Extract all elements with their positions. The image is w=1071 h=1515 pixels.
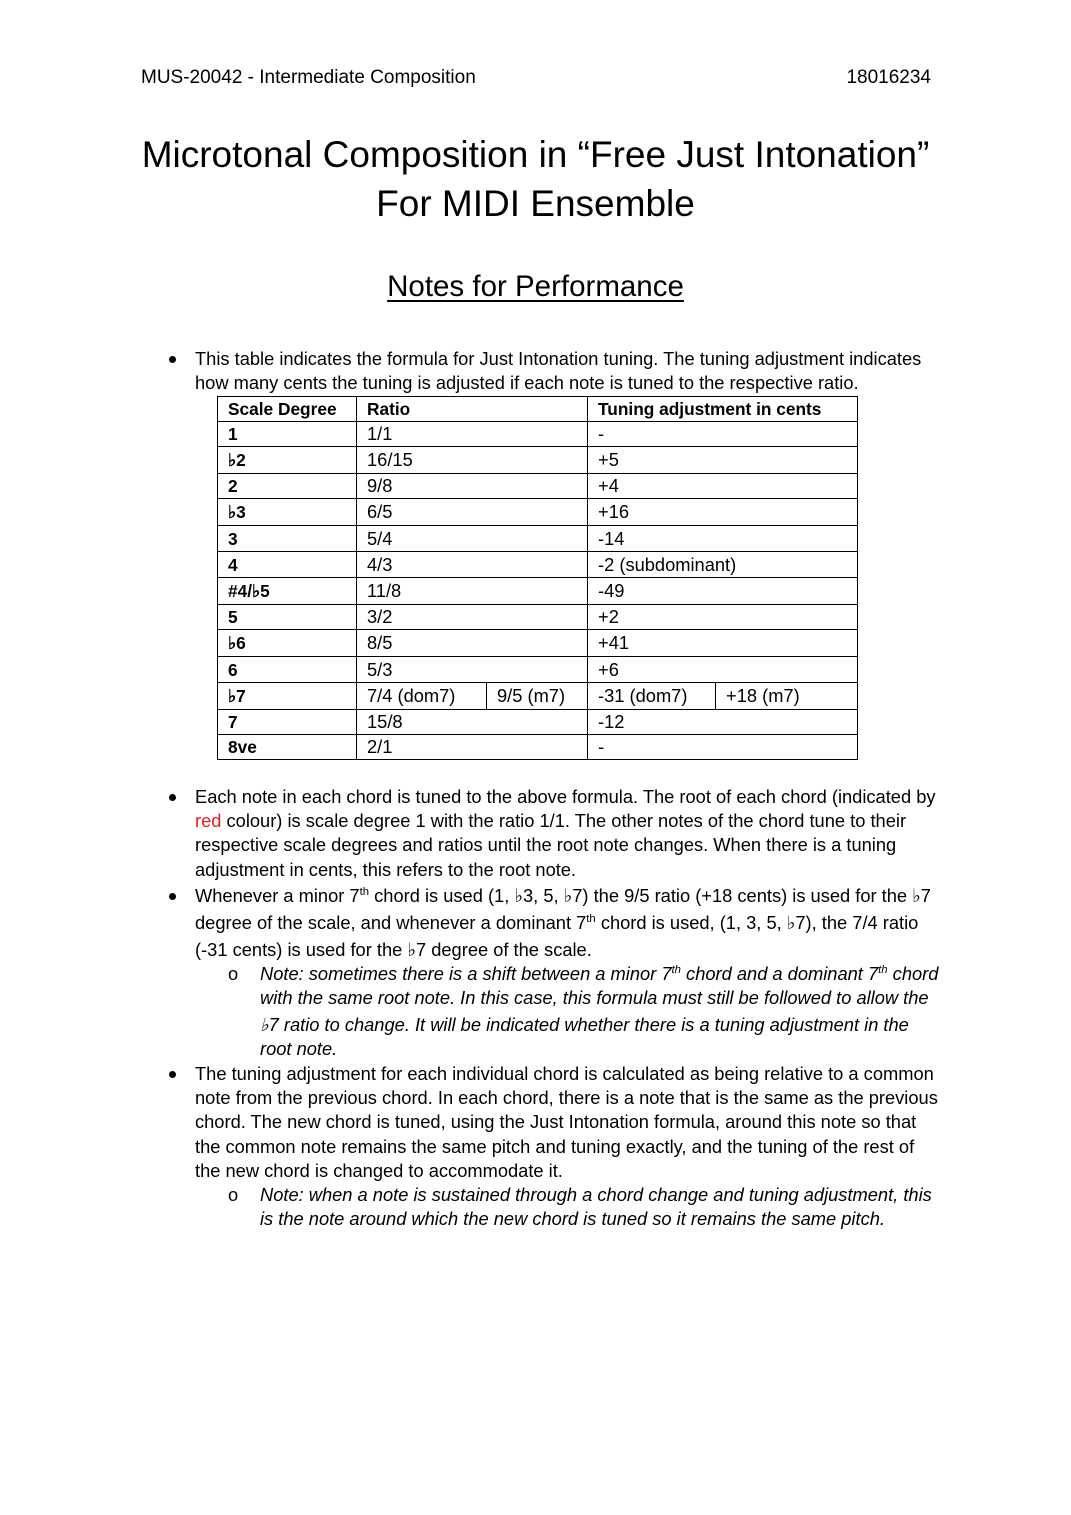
table-header-row xyxy=(218,397,858,422)
cell-degree: 7 xyxy=(218,710,357,735)
bullet3-text: chord is used (1, ♭3, 5, ♭7) the 9/5 ratio (+18 cents) is used for the ♭7 xyxy=(369,885,931,906)
bullet-icon xyxy=(169,356,176,363)
bullet3-line xyxy=(195,911,918,935)
superscript: th xyxy=(671,964,681,977)
cell-ratio: 15/8 xyxy=(357,710,588,735)
note1-line xyxy=(260,962,938,986)
note2-line: is the note around which the new chord is tuned so it remains the same pitch. xyxy=(260,1208,885,1229)
bullet3-text: degree of the scale, and whenever a dominant 7 xyxy=(195,912,587,933)
cell-ratio: 1/1 xyxy=(357,422,588,447)
header-scale-degree: Scale Degree xyxy=(218,397,357,422)
note1-line: root note. xyxy=(260,1038,338,1059)
table-row xyxy=(218,499,858,526)
header-ratio: Ratio xyxy=(357,397,588,422)
cell-ratio: 5/3 xyxy=(357,657,588,683)
table-row xyxy=(218,474,858,499)
cell-cents: - xyxy=(588,422,858,447)
table-row xyxy=(218,526,858,552)
bullet3-line: (-31 cents) is used for the ♭7 degree of the scale. xyxy=(195,939,592,960)
cell-ratio: 2/1 xyxy=(357,735,588,760)
cell-cents: -12 xyxy=(588,710,858,735)
bullet4-line: The tuning adjustment for each individual chord is calculated as being relative to a common xyxy=(195,1063,934,1084)
sub-bullet-marker: o xyxy=(228,963,239,984)
cell-ratio: 6/5 xyxy=(357,499,588,526)
table-row xyxy=(218,605,858,630)
cell-degree: ♭2 xyxy=(218,447,357,474)
tuning-table xyxy=(217,396,858,760)
cell-degree: ♭6 xyxy=(218,630,357,657)
table-row xyxy=(218,630,858,657)
cell-degree: 6 xyxy=(218,657,357,683)
bullet-icon xyxy=(169,794,176,801)
cell-ratio: 9/8 xyxy=(357,474,588,499)
cell-degree: #4/♭5 xyxy=(218,578,357,605)
cell-cents: +16 xyxy=(588,499,858,526)
bullet2-line: respective scale degrees and ratios until the root note changes. When there is a tuning xyxy=(195,834,897,855)
bullet4-line: note from the previous chord. In each chord, there is a note that is the same as the previous xyxy=(195,1087,938,1108)
cell-cents: -14 xyxy=(588,526,858,552)
bullet4-line: chord. The new chord is tuned, using the Just Intonation formula, around this note so that xyxy=(195,1111,917,1132)
cell-degree: 4 xyxy=(218,552,357,578)
cell-degree: 1 xyxy=(218,422,357,447)
superscript: th xyxy=(359,886,370,899)
note2-line: Note: when a note is sustained through a chord change and tuning adjustment, this xyxy=(260,1184,932,1205)
cell-ratio: 3/2 xyxy=(357,605,588,630)
cell-cents-m7: +18 (m7) xyxy=(716,683,858,710)
sub-bullet-marker: o xyxy=(228,1184,239,1205)
cell-cents: +41 xyxy=(588,630,858,657)
cell-cents: +4 xyxy=(588,474,858,499)
bullet1-line: how many cents the tuning is adjusted if each note is tuned to the respective ratio. xyxy=(195,372,859,393)
bullet2-line: adjustment in cents, this refers to the root note. xyxy=(195,859,577,880)
header-tuning-adjustment: Tuning adjustment in cents xyxy=(588,397,858,422)
table-row xyxy=(218,657,858,683)
bullet4-line: the new chord is changed to accommodate it. xyxy=(195,1160,563,1181)
note1-text: chord xyxy=(887,963,939,984)
table-row xyxy=(218,422,858,447)
cell-cents: +2 xyxy=(588,605,858,630)
table-row xyxy=(218,710,858,735)
cell-degree: ♭3 xyxy=(218,499,357,526)
bullet3-line xyxy=(195,884,931,908)
table-row xyxy=(218,683,858,710)
bullet3-text: chord is used, (1, 3, 5, ♭7), the 7/4 ratio xyxy=(595,912,919,933)
bullet2-line xyxy=(195,809,906,833)
table-row xyxy=(218,735,858,760)
table-row xyxy=(218,552,858,578)
note1-line: ♭7 ratio to change. It will be indicated whether there is a tuning adjustment in the xyxy=(260,1014,909,1035)
note1-text: chord and a dominant 7 xyxy=(680,963,879,984)
cell-ratio: 4/3 xyxy=(357,552,588,578)
cell-cents: -49 xyxy=(588,578,858,605)
red-highlight-text: red xyxy=(195,810,222,831)
superscript: th xyxy=(878,964,888,977)
cell-ratio: 5/4 xyxy=(357,526,588,552)
cell-ratio: 11/8 xyxy=(357,578,588,605)
cell-cents: -2 (subdominant) xyxy=(588,552,858,578)
cell-ratio-dom7: 7/4 (dom7) xyxy=(357,683,487,710)
cell-degree: ♭7 xyxy=(218,683,357,710)
bullet-icon xyxy=(169,893,176,900)
header-student-id: 18016234 xyxy=(846,67,931,88)
cell-cents: +5 xyxy=(588,447,858,474)
cell-cents: - xyxy=(588,735,858,760)
cell-degree: 2 xyxy=(218,474,357,499)
note1-line: with the same root note. In this case, this formula must still be followed to allow the xyxy=(260,987,929,1008)
bullet2-line: Each note in each chord is tuned to the above formula. The root of each chord (indicated by xyxy=(195,786,936,807)
title-line-2: For MIDI Ensemble xyxy=(376,183,695,224)
bullet1-line: This table indicates the formula for Just Intonation tuning. The tuning adjustment indicates xyxy=(195,348,922,369)
bullet-icon xyxy=(169,1071,176,1078)
bullet4-line: the common note remains the same pitch and tuning exactly, and the tuning of the rest of xyxy=(195,1136,915,1157)
bullet3-text: Whenever a minor 7 xyxy=(195,885,360,906)
cell-degree: 3 xyxy=(218,526,357,552)
note1-text: Note: sometimes there is a shift between a minor 7 xyxy=(260,963,672,984)
bullet2-line-text: colour) is scale degree 1 with the ratio 1/1. The other notes of the chord tune to their xyxy=(221,810,907,831)
table-row xyxy=(218,447,858,474)
cell-ratio: 8/5 xyxy=(357,630,588,657)
header-course: MUS-20042 - Intermediate Composition xyxy=(141,67,476,88)
cell-ratio-m7: 9/5 (m7) xyxy=(487,683,588,710)
cell-ratio: 16/15 xyxy=(357,447,588,474)
cell-cents: +6 xyxy=(588,657,858,683)
table-row xyxy=(218,578,858,605)
cell-degree: 5 xyxy=(218,605,357,630)
cell-degree: 8ve xyxy=(218,735,357,760)
title-line-1: Microtonal Composition in “Free Just Intonation” xyxy=(141,134,930,175)
section-heading xyxy=(0,269,1071,305)
cell-cents-dom7: -31 (dom7) xyxy=(588,683,716,710)
section-heading-text: Notes for Performance xyxy=(387,270,684,303)
superscript: th xyxy=(586,913,596,926)
